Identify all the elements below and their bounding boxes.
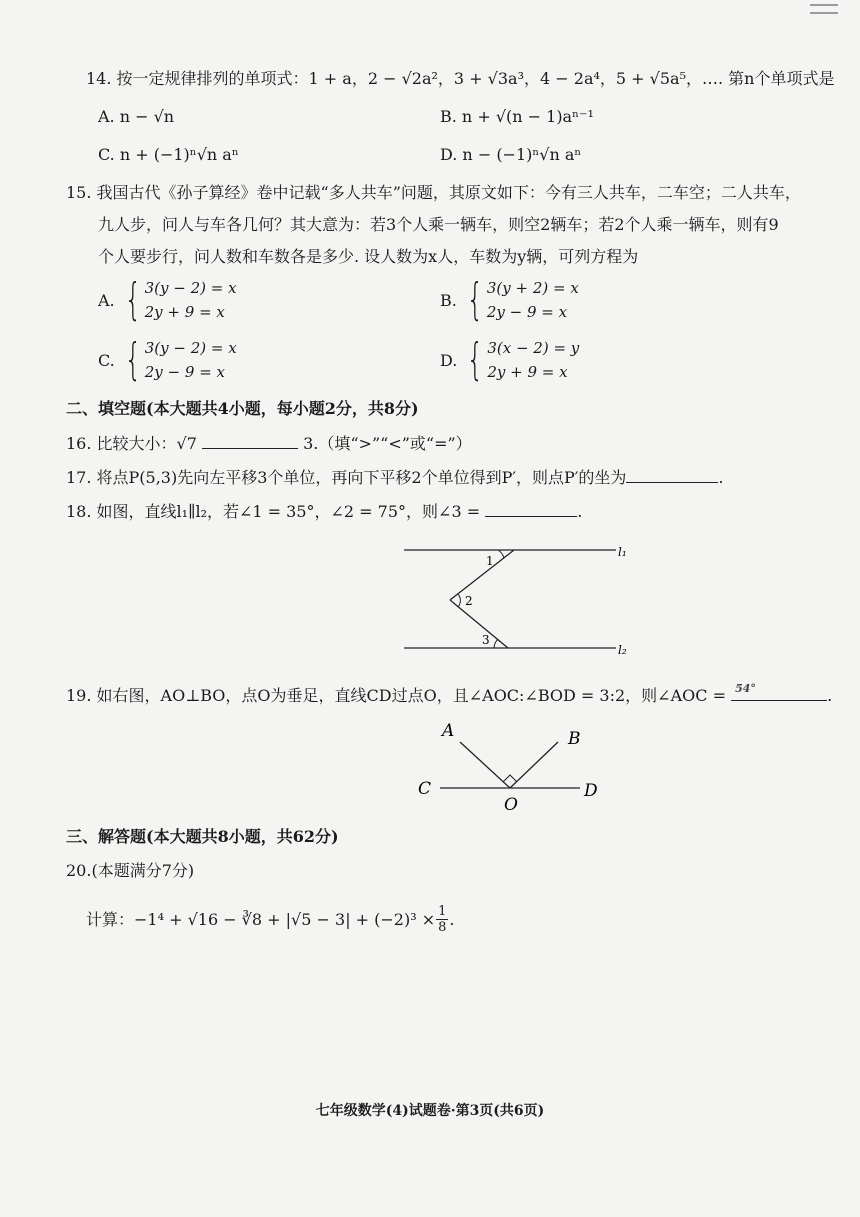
- ray-ob: [510, 742, 558, 788]
- label-l2: l₂: [618, 643, 627, 657]
- angle-2-arc: [458, 594, 460, 607]
- label-d: D: [584, 781, 598, 801]
- q14-option-a: A. n − √n: [98, 107, 175, 126]
- label-b: B: [568, 729, 581, 749]
- brace-icon: {: [124, 334, 142, 385]
- q14-option-d: D. n − (−1)ⁿ√n aⁿ: [440, 145, 582, 164]
- q20-expression: 计算：−1⁴ + √16 − ∛8 + |√5 − 3| + (−2)³ × $\frac{1}{8}$ .: [86, 904, 455, 935]
- transversal-lower: [450, 600, 508, 648]
- q15-option-b: B. { 3(y + 2) = x 2y − 9 = x: [440, 274, 579, 325]
- angle-2-label: 2: [465, 594, 473, 608]
- page-footer: 七年级数学(4)试题卷·第3页(共6页): [315, 1103, 545, 1119]
- q18: 18. 如图，直线l₁∥l₂，若∠1 = 35°，∠2 = 75°，则∠3 = .: [66, 502, 583, 521]
- q15-line-3: 个人要步行，问人数和车数各是多少. 设人数为x人，车数为y辆，可列方程为: [98, 247, 639, 266]
- q15-line-2: 九人步，问人与车各几何？其大意为：若3个人乘一辆车，则空2辆车；若2个人乘一辆车，则有9: [98, 215, 779, 234]
- section-3-heading: 三、解答题(本大题共8小题，共62分): [66, 827, 339, 846]
- answer-blank[interactable]: [731, 684, 827, 701]
- transversal-upper: [450, 550, 514, 600]
- brace-icon: {: [124, 274, 142, 325]
- q15-option-d: D. { 3(x − 2) = y 2y + 9 = x: [440, 334, 580, 385]
- q16: 16. 比较大小：√7 3.（填“>”“<”或“=”）: [66, 434, 472, 453]
- label-o: O: [504, 795, 518, 815]
- fraction: $\frac{1}{8}$: [438, 904, 447, 935]
- figure-parallel-lines: [390, 538, 640, 662]
- answer-blank[interactable]: [626, 466, 718, 483]
- label-c: C: [418, 779, 432, 799]
- ray-oa: [460, 742, 510, 788]
- brace-icon: {: [466, 334, 484, 385]
- q14-option-c: C. n + (−1)ⁿ√n aⁿ: [98, 145, 239, 164]
- q20-title: 20.(本题满分7分): [66, 861, 195, 880]
- brace-icon: {: [466, 274, 484, 325]
- q15-line-1: 15. 我国古代《孙子算经》卷中记载“多人共车”问题，其原文如下：今有三人共车，二车空；二人共车，: [66, 183, 801, 202]
- handwritten-answer: 54°: [735, 682, 756, 695]
- corner-mark: [810, 4, 838, 20]
- q17: 17. 将点P(5,3)先向左平移3个单位，再向下平移2个单位得到P′，则点P′的坐为 .: [66, 468, 724, 487]
- figure-perpendicular: [410, 716, 610, 816]
- label-a: A: [442, 721, 455, 741]
- q14-stem: 14. 按一定规律排列的单项式：1 + a，2 − √2a²，3 + √3a³，4 − 2a⁴，5 + √5a⁵，…. 第n个单项式是: [86, 69, 835, 88]
- answer-blank[interactable]: [202, 432, 298, 449]
- angle-3-arc: [494, 639, 498, 648]
- angle-1-arc: [498, 550, 504, 558]
- section-2-heading: 二、填空题(本大题共4小题，每小题2分，共8分): [66, 399, 419, 418]
- label-l1: l₁: [618, 545, 627, 559]
- answer-blank[interactable]: [485, 500, 577, 517]
- angle-1-label: 1: [486, 554, 494, 568]
- q15-option-c: C. { 3(y − 2) = x 2y − 9 = x: [98, 334, 237, 385]
- angle-3-label: 3: [482, 633, 490, 647]
- right-angle-mark: [503, 775, 517, 782]
- q15-option-a: A. { 3(y − 2) = x 2y + 9 = x: [98, 274, 237, 325]
- q14-option-b: B. n + √(n − 1)aⁿ⁻¹: [440, 107, 594, 126]
- q19: 19. 如右图，AO⊥BO，点O为垂足，直线CD过点O，且∠AOC:∠BOD = 3:2，则∠AOC = 54° .: [66, 684, 832, 707]
